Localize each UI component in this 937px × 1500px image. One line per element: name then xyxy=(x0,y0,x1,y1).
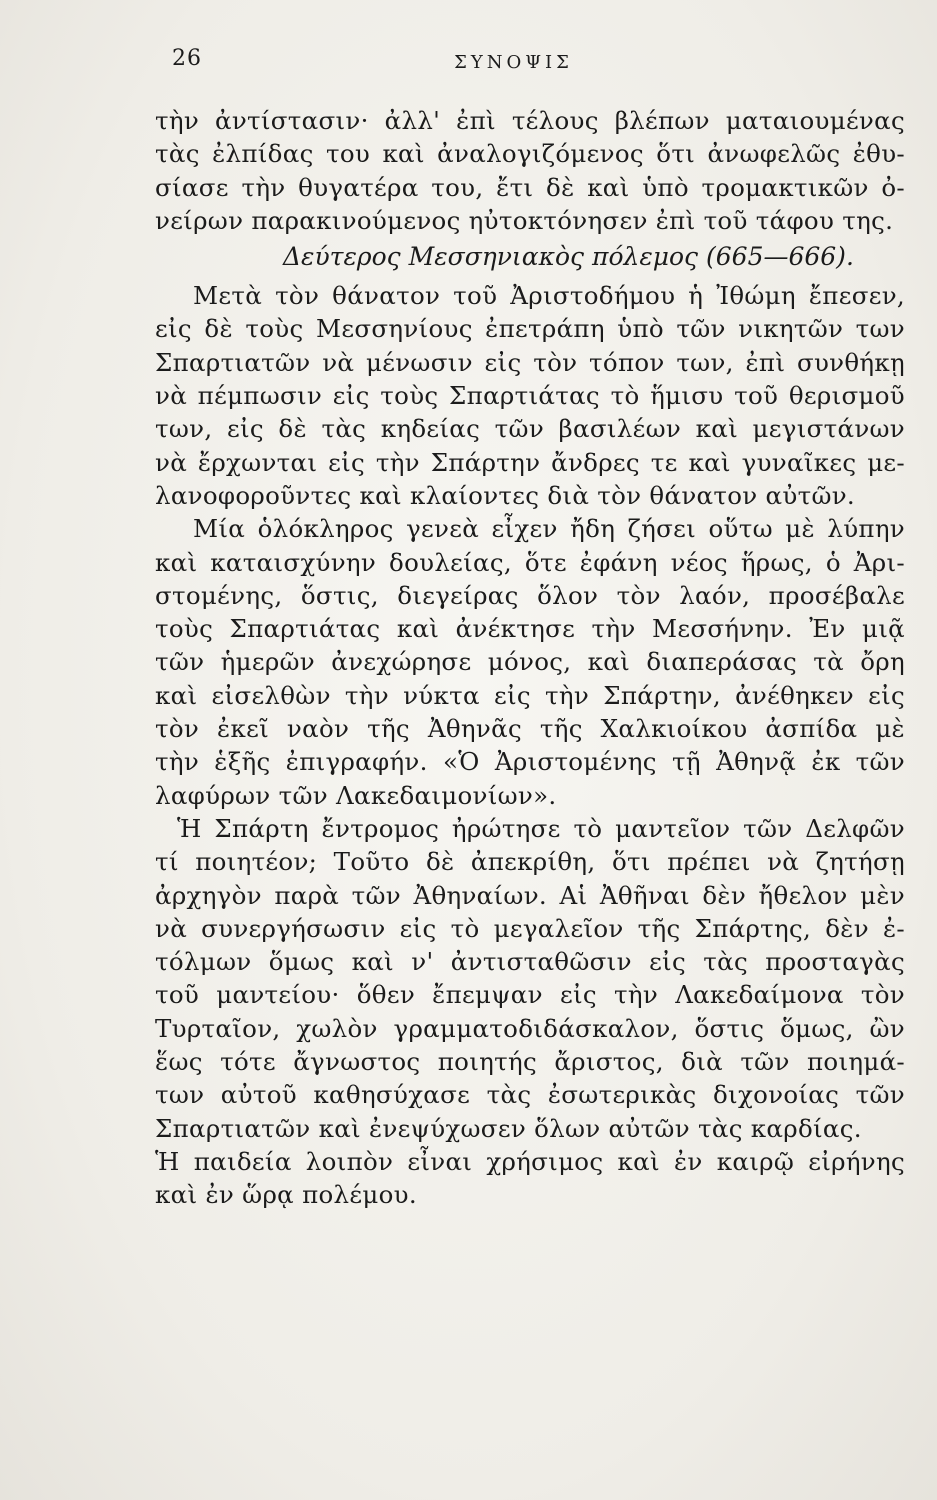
paragraph xyxy=(155,104,905,237)
text-line: καὶ εἰσελθὼν τὴν νύκτα εἰς τὴν Σπάρτην, ἀνέθηκεν εἰς xyxy=(155,680,905,710)
text-line: νείρων παρακινούμενος ηὐτοκτόνησεν ἐπὶ τοῦ τάφου της. xyxy=(155,205,894,235)
page-number: 26 xyxy=(172,46,202,71)
text-line: Μία ὁλόκληρος γενεὰ εἶχεν ἤδη ζήσει οὕτω μὲ λύπην xyxy=(193,514,905,544)
text-line: καὶ καταισχύνην δουλείας, ὅτε ἐφάνη νέος ἥρως, ὁ Ἀρι- xyxy=(155,547,905,577)
text-line: στομένης, ὅστις, διεγείρας ὅλον τὸν λαόν, προσέβαλε xyxy=(155,580,905,610)
text-line: τὸν ἐκεῖ ναὸν τῆς Ἀθηνᾶς τῆς Χαλκιοίκου ἀσπίδα μὲ xyxy=(155,714,905,744)
text-line: λαφύρων τῶν Λακεδαιμονίων». xyxy=(155,780,557,810)
text-line: τοὺς Σπαρτιάτας καὶ ἀνέκτησε τὴν Μεσσήνην. Ἐν μιᾷ xyxy=(155,614,905,644)
page-header xyxy=(0,46,937,80)
section-heading: Δεύτερος Μεσσηνιακὸς πόλεμος (665—666). xyxy=(283,242,854,272)
paragraph xyxy=(155,1145,905,1212)
paragraph xyxy=(155,512,905,812)
text-line: τί ποιητέον; Τοῦτο δὲ ἀπεκρίθη, ὅτι πρέπει νὰ ζητήσῃ xyxy=(155,847,905,877)
page-body xyxy=(155,104,905,1212)
text-line: νὰ ἔρχωνται εἰς τὴν Σπάρτην ἄνδρες τε καὶ γυναῖκες με- xyxy=(155,447,905,477)
text-line: Μετὰ τὸν θάνατον τοῦ Ἀριστοδήμου ἡ Ἰθώμη ἔπεσεν, xyxy=(193,281,905,311)
text-line: καὶ ἐν ὥρᾳ πολέμου. xyxy=(155,1180,417,1210)
text-line: εἰς δὲ τοὺς Μεσσηνίους ἐπετράπη ὑπὸ τῶν νικητῶν των xyxy=(155,314,905,344)
text-line: Ἡ Σπάρτη ἔντρομος ἠρώτησε τὸ μαντεῖον τῶν Δελφῶν xyxy=(177,813,905,843)
text-line: τοῦ μαντείου· ὅθεν ἔπεμψαν εἰς τὴν Λακεδαίμονα τὸν xyxy=(155,980,905,1010)
text-line: ἀρχηγὸν παρὰ τῶν Ἀθηναίων. Αἱ Ἀθῆναι δὲν ἤθελον μὲν xyxy=(155,880,905,910)
text-line: των αὐτοῦ καθησύχασε τὰς ἐσωτερικὰς διχονοίας τῶν xyxy=(155,1080,905,1110)
text-line: νὰ πέμπωσιν εἰς τοὺς Σπαρτιάτας τὸ ἥμισυ τοῦ θερισμοῦ xyxy=(155,381,905,411)
text-line: Σπαρτιατῶν καὶ ἐνεψύχωσεν ὅλων αὐτῶν τὰς καρδίας. xyxy=(155,1113,862,1143)
text-line: ἕως τότε ἄγνωστος ποιητής ἄριστος, διὰ τῶν ποιημά- xyxy=(155,1047,905,1077)
text-line: Ἡ παιδεία λοιπὸν εἶναι χρήσιμος καὶ ἐν καιρῷ εἰρήνης xyxy=(155,1146,905,1176)
text-line: των, εἰς δὲ τὰς κηδείας τῶν βασιλέων καὶ μεγιστάνων xyxy=(155,414,905,444)
text-line: Σπαρτιατῶν νὰ μένωσιν εἰς τὸν τόπον των, ἐπὶ συνθήκῃ xyxy=(155,347,905,377)
running-title: ΣΥΝΟΨΙΣ xyxy=(454,52,573,73)
text-line: λανοφοροῦντες καὶ κλαίοντες διὰ τὸν θάνατον αὐτῶν. xyxy=(155,480,856,510)
paragraph xyxy=(155,279,905,512)
text-line: νὰ συνεργήσωσιν εἰς τὸ μεγαλεῖον τῆς Σπάρτης, δὲν ἐ- xyxy=(155,913,905,943)
text-line: τὰς ἐλπίδας του καὶ ἀναλογιζόμενος ὅτι ἀνωφελῶς ἐθυ- xyxy=(155,139,905,169)
text-line: σίασε τὴν θυγατέρα του, ἔτι δὲ καὶ ὑπὸ τρομακτικῶν ὀ- xyxy=(155,172,905,202)
text-line: τόλμων ὅμως καὶ ν' ἀντισταθῶσιν εἰς τὰς προσταγὰς xyxy=(155,947,905,977)
text-line: τὴν ἑξῆς ἐπιγραφήν. «Ὁ Ἀριστομένης τῇ Ἀθηνᾷ ἐκ τῶν xyxy=(155,747,905,777)
text-line: τῶν ἡμερῶν ἀνεχώρησε μόνος, καὶ διαπεράσας τὰ ὄρη xyxy=(155,647,905,677)
text-line: τὴν ἀντίστασιν· ἀλλ' ἐπὶ τέλους βλέπων ματαιουμένας xyxy=(155,106,905,135)
text-line: Τυρταῖον, χωλὸν γραμματοδιδάσκαλον, ὅστις ὅμως, ὢν xyxy=(155,1013,905,1043)
paragraph xyxy=(155,812,905,1145)
